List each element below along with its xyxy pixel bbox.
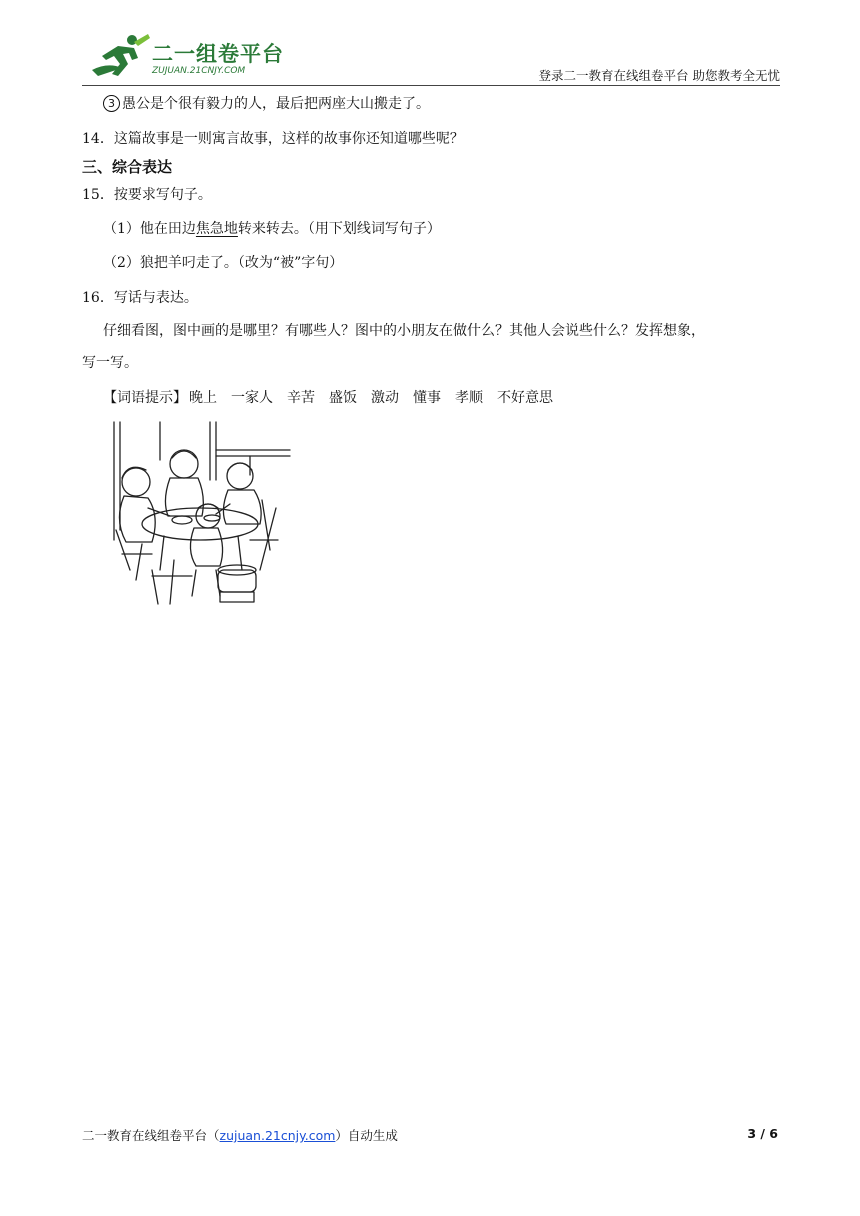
logo-title: 二一组卷平台: [152, 42, 284, 66]
hint-word: 晚上: [189, 390, 217, 406]
family-dinner-illustration: [100, 420, 292, 606]
footer-suffix: ）自动生成: [335, 1128, 398, 1143]
hint-word: 辛苦: [287, 390, 315, 406]
question-15-part-1: [103, 218, 441, 238]
header-slogan: 登录二一教育在线组卷平台 助您教考全无忧: [538, 68, 780, 83]
item-3-text: 愚公是个很有毅力的人，最后把两座大山搬走了。: [122, 96, 430, 112]
hint-word: 懂事: [413, 390, 441, 406]
footer-prefix: 二一教育在线组卷平台（: [82, 1128, 220, 1143]
page-header: [82, 28, 780, 88]
q15-1-underlined-word: 焦急地: [195, 221, 238, 237]
header-divider: [82, 85, 780, 86]
question-16-prompt-line-1: 仔细看图，图中画的是哪里？有哪些人？图中的小朋友在做什么？其他人会说些什么？发挥想象，: [103, 323, 705, 339]
question-15: 15．按要求写句子。: [82, 187, 212, 203]
word-hints: [103, 387, 567, 407]
hint-word: 盛饭: [329, 390, 357, 406]
q15-1-after: 转来转去。（用下划线词写句子）: [237, 221, 441, 237]
question-15-part-2: （2）狼把羊叼走了。（改为“被”字句）: [103, 255, 344, 271]
page-number: 3 / 6: [747, 1126, 778, 1141]
logo-url: ZUJUAN.21CNJY.COM: [152, 66, 246, 76]
hint-word: 不好意思: [497, 390, 553, 406]
platform-logo: [88, 32, 288, 82]
hint-word: 孝顺: [455, 390, 483, 406]
question-13-item-3: [103, 93, 430, 113]
footer-link[interactable]: zujuan.21cnjy.com: [219, 1128, 336, 1143]
section-3-title: 三、综合表达: [82, 158, 173, 176]
circled-number: 3: [103, 95, 120, 112]
hint-word: 一家人: [231, 390, 273, 406]
hint-word: 激动: [371, 390, 399, 406]
page-footer-source: [82, 1126, 398, 1144]
question-16: 16．写话与表达。: [82, 290, 198, 306]
question-16-prompt-line-2: 写一写。: [82, 355, 138, 371]
hints-label: 【词语提示】: [103, 390, 187, 406]
runner-logo-icon: [88, 32, 152, 82]
question-14: 14．这篇故事是一则寓言故事，这样的故事你还知道哪些呢？: [82, 131, 464, 147]
q15-1-before: （1）他在田边: [103, 221, 196, 237]
